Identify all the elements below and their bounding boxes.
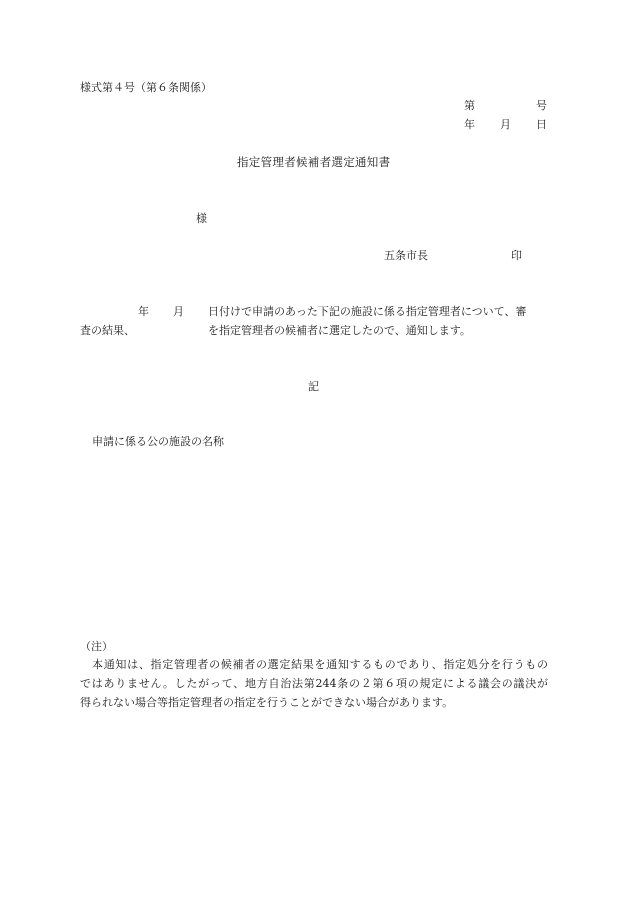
facility-label: 申請に係る公の施設の名称 xyxy=(92,435,224,448)
note-line3: 得られない場合等指定管理者の指定を行うことができない場合があります。 xyxy=(80,696,454,709)
body-line2-start: 査の結果、 xyxy=(80,324,135,337)
ki-heading: 記 xyxy=(308,380,319,393)
date-month: 月 xyxy=(500,118,511,131)
addressee-suffix: 様 xyxy=(196,212,207,225)
date-year: 年 xyxy=(464,118,475,131)
body-year: 年 xyxy=(138,305,149,318)
sender-name: 五条市長 xyxy=(384,249,428,262)
body-line2-end: を指定管理者の候補者に選定したので、通知します。 xyxy=(208,324,471,337)
body-month: 月 xyxy=(173,305,184,318)
document-number-go: 号 xyxy=(536,99,547,112)
document-number-dai: 第 xyxy=(464,99,475,112)
document-title: 指定管理者候補者選定通知書 xyxy=(237,155,391,169)
seal-mark: 印 xyxy=(511,249,522,262)
body-line1: 日付けで申請のあった下記の施設に係る指定管理者について、審 xyxy=(208,305,527,318)
note-line2: ではありません。したがって、地方自治法第244条の２第６項の規定による議会の議決が xyxy=(80,677,548,690)
form-number: 様式第４号（第６条関係） xyxy=(80,81,212,94)
note-line1: 本通知は、指定管理者の候補者の選定結果を通知するものであり、指定処分を行うもの xyxy=(92,658,548,671)
date-day: 日 xyxy=(536,118,547,131)
note-heading: （注） xyxy=(80,640,113,653)
